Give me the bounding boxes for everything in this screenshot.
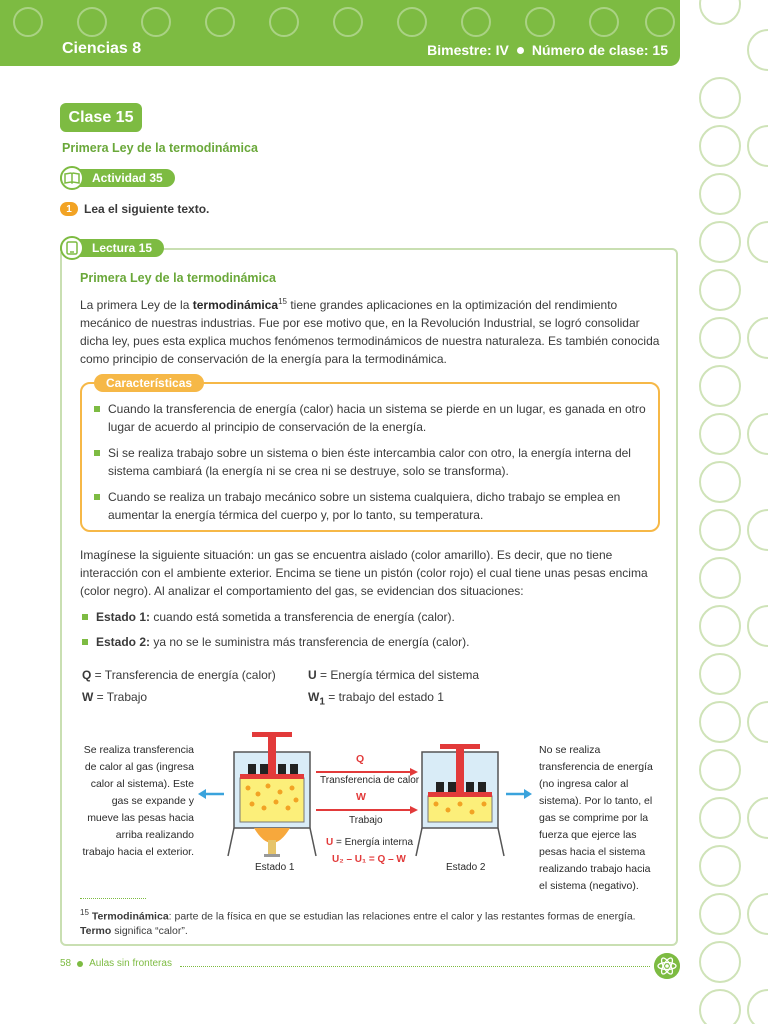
page-header [0, 0, 680, 66]
legend-symbol: W [308, 690, 320, 704]
intro-term: termodinámica [192, 298, 279, 312]
subject-title: Ciencias 8 [62, 40, 142, 57]
situation-paragraph: Imagínese la siguiente situación: un gas se encuentra aislado (color amarillo). Es decir, que no tiene interacción con el ambiente exterior. Encima se tiene un pistón (color rojo) el cual tiene unas pesas encima (color negro). Al analizar el comportamiento del gas, se evidencian dos situaciones: [80, 548, 648, 598]
diagram-right-text: No se realiza transferencia de energía (no ingresa calor al sistema). Por lo tanto, el gas se comprime por la fuerza que ejerce las pesas hacia el sistema realizando trabajo hacia el sistema (negativo). [539, 744, 653, 892]
characteristic-item: Cuando la transferencia de energía (calor) hacia un sistema se pierde en un lugar, es ganada en otro lugar de acuerdo al principio de conservación de la energía. [92, 400, 647, 436]
tablet-icon [60, 236, 84, 260]
side-pattern-icon [690, 0, 768, 1024]
state-label: Estado 1: [96, 610, 151, 624]
legend-symbol: W [82, 690, 94, 704]
footer-text: Aulas sin fronteras [89, 958, 172, 969]
legend-text: = trabajo del estado 1 [324, 690, 444, 704]
science-pattern-icon [0, 0, 680, 40]
container-state-2 [416, 744, 504, 856]
characteristic-item: Cuando se realiza un trabajo mecánico sobre un sistema cualquiera, dicho trabajo se emplea en aumentar la energía térmica del cuerpo y, por lo tanto, su temperatura. [92, 488, 647, 524]
legend-subscript: 1 [319, 696, 325, 708]
legend-text: = Energía térmica del sistema [316, 668, 480, 682]
page-number: 58 [60, 958, 72, 969]
footnote [80, 906, 660, 938]
legend-w1 [308, 688, 444, 711]
internal-energy-label [326, 834, 413, 851]
legend-symbol: U [308, 668, 317, 682]
legend-symbol: Q [82, 668, 92, 682]
instruction [60, 202, 209, 216]
right-arrow-icon [506, 789, 532, 799]
instruction-number: 1 [60, 202, 78, 216]
intro-paragraph [80, 293, 660, 368]
reading-label: Lectura 15 [92, 241, 153, 255]
heat-transfer-label: Transferencia de calor [320, 775, 420, 786]
diagram-left-text: Se realiza transferencia de calor al gas (ingresa calor al sistema). Este gas se expande y mueve las pesas hacia arriba realizando trabajo hacia el exterior. [82, 744, 194, 858]
footnote-number: 15 [80, 908, 89, 917]
legend-q [82, 666, 276, 684]
characteristics-pill: Características [94, 374, 204, 392]
atom-icon [654, 953, 680, 979]
footer-dot-icon [77, 961, 83, 967]
u-symbol: U [326, 837, 334, 848]
term-label: Bimestre: IV [427, 42, 509, 58]
container-state-1 [228, 732, 316, 857]
intro-text-end: tiene grandes aplicaciones en la optimización del rendimiento mecánico de nuestras industrias. Fue por ese motivo que, en la Revolución Industrial, se logró consolidar dicha ley, pues esta explica muchos fenómenos termodinámicos de nuestra naturaleza. Es también conocida como principio de conservación de la energía para la termodinámica. [80, 298, 660, 366]
state-label: Estado 2: [96, 635, 151, 649]
u-text: = Energía interna [333, 837, 414, 848]
state-1-caption: Estado 1 [255, 862, 295, 873]
activity-pill [60, 169, 175, 187]
state-text: ya no se le suministra más transferencia de energía (calor). [150, 635, 470, 649]
instruction-text: Lea el siguiente texto. [84, 202, 210, 216]
state-2-caption: Estado 2 [446, 862, 486, 873]
book-icon [60, 166, 84, 190]
footnote-ref: 15 [278, 297, 287, 306]
intro-text-start: La primera Ley de la [80, 298, 193, 312]
energy-equation: U₂ – U₁ = Q – W [332, 854, 406, 865]
page-footer [60, 958, 172, 969]
class-number-label: Número de clase: 15 [531, 42, 668, 58]
class-meta [427, 42, 668, 58]
class-badge: Clase 15 [60, 103, 142, 132]
footnote-term: Termodinámica [91, 910, 169, 923]
legend-text: = Transferencia de energía (calor) [91, 668, 276, 682]
reading-pill [60, 239, 164, 257]
footnote-text: : parte de la física en que se estudian las relaciones entre el calor y las restantes formas de energía. [168, 910, 636, 923]
w-label: W [356, 791, 366, 803]
footer-divider [180, 966, 650, 967]
state-2 [82, 633, 470, 651]
separator-dot-icon [517, 47, 524, 54]
characteristic-item: Si se realiza trabajo sobre un sistema o bien éste intercambia calor con otro, la energía interna del sistema cambiará (la energía ni se crea ni se destruye, solo se transforma). [92, 444, 647, 480]
reading-title: Primera Ley de la termodinámica [80, 271, 276, 285]
activity-label: Actividad 35 [92, 171, 163, 185]
left-arrow-icon [198, 789, 224, 799]
lesson-title: Primera Ley de la termodinámica [62, 141, 258, 155]
footnote-term2: Termo [80, 924, 112, 937]
work-label: Trabajo [349, 815, 383, 826]
footnote-divider [80, 898, 146, 899]
state-1 [82, 608, 455, 626]
q-label: Q [356, 753, 365, 765]
state-text: cuando está sometida a transferencia de energía (calor). [150, 610, 455, 624]
legend-w [82, 688, 147, 706]
legend-u [308, 666, 479, 684]
footnote-text2: significa “calor”. [111, 924, 188, 937]
legend-text: = Trabajo [93, 690, 148, 704]
